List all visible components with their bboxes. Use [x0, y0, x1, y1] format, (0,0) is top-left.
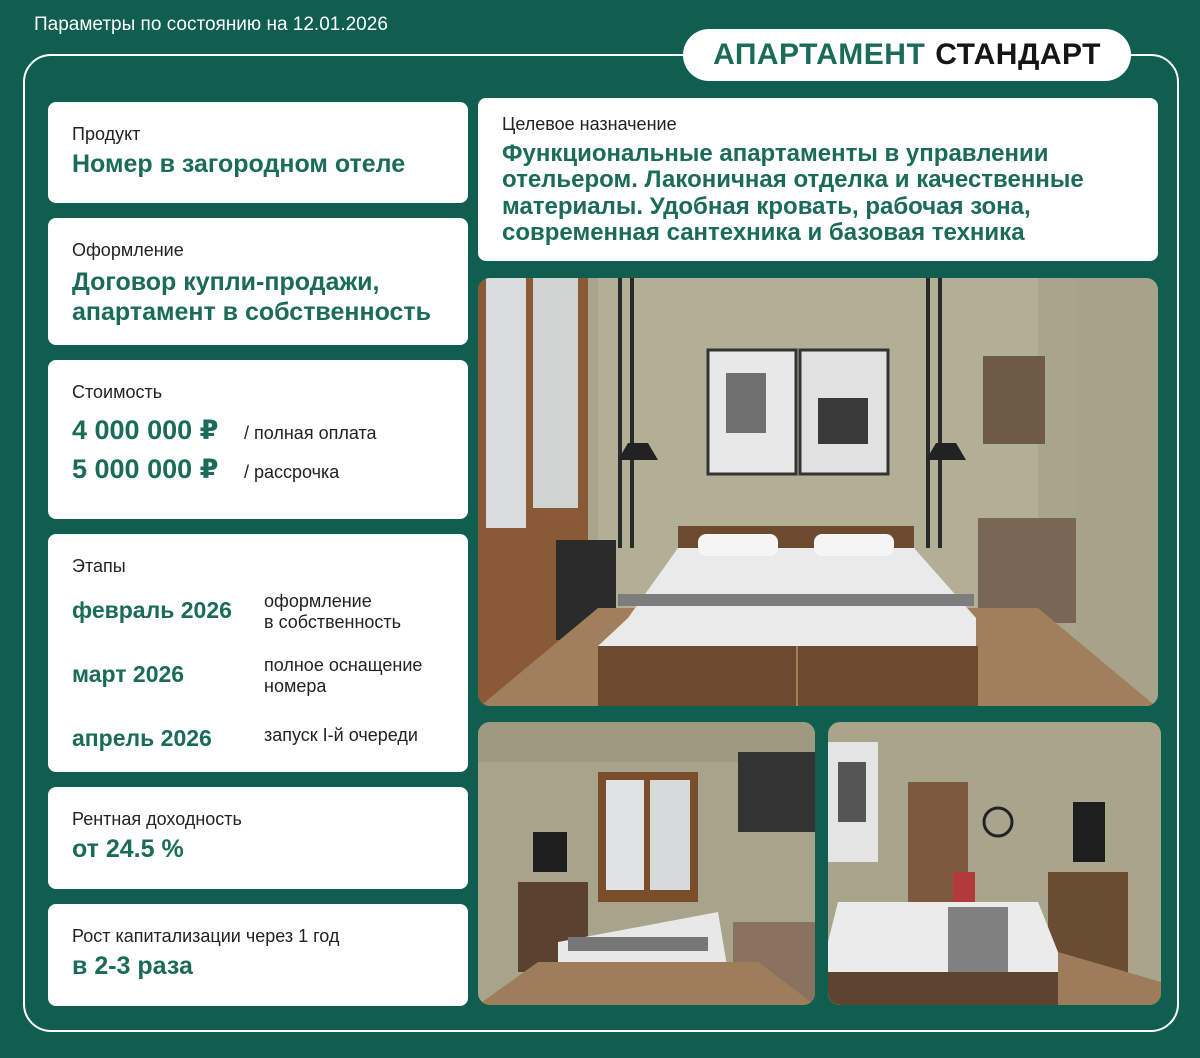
- stage-date: февраль 2026: [72, 597, 232, 623]
- stage-description: [264, 655, 464, 696]
- stage-row: [72, 585, 444, 649]
- registration-card: [48, 218, 468, 345]
- stage-description-line2: в собственность: [264, 611, 402, 632]
- stage-date: апрель 2026: [72, 725, 212, 751]
- price-note-full: / полная оплата: [244, 423, 377, 443]
- title-part2: СТАНДАРТ: [935, 38, 1101, 71]
- stage-row: [72, 649, 444, 713]
- price-amount-full: 4 000 000 ₽: [72, 415, 219, 445]
- rent-yield-label: Рентная доходность: [72, 809, 242, 829]
- purpose-card: [478, 98, 1158, 261]
- stage-description-line2: номера: [264, 675, 327, 696]
- stage-description: [264, 725, 464, 746]
- capital-growth-card: [48, 904, 468, 1006]
- stage-description-line1: полное оснащение: [264, 655, 423, 675]
- stages-card: [48, 534, 468, 772]
- room-photo-main: [478, 278, 1158, 706]
- stage-description-line1: оформление: [264, 591, 372, 611]
- stage-description-line1: запуск I-й очереди: [264, 725, 418, 745]
- price-row-full: [72, 415, 444, 446]
- room-photo-interior: [828, 722, 1161, 1005]
- stage-date: март 2026: [72, 661, 185, 687]
- price-amount-installment: 5 000 000 ₽: [72, 454, 219, 484]
- room-photo-window: [478, 722, 815, 1005]
- purpose-label: Целевое назначение: [502, 114, 677, 134]
- title-pill: [683, 29, 1131, 81]
- price-card: [48, 360, 468, 519]
- title-part1: АПАРТАМЕНТ: [713, 38, 926, 71]
- price-row-installment: [72, 454, 444, 485]
- price-label: Стоимость: [72, 382, 163, 402]
- registration-value-line1: Договор купли-продажи,: [72, 268, 380, 296]
- purpose-line: отельером. Лаконичная отделка и качественные: [502, 166, 1084, 194]
- stages-label: Этапы: [72, 556, 126, 576]
- product-value: Номер в загородном отеле: [72, 150, 406, 178]
- purpose-line: материалы. Удобная кровать, рабочая зона,: [502, 192, 1031, 220]
- price-note-installment: / рассрочка: [244, 462, 340, 482]
- stage-row: [72, 713, 444, 777]
- stage-description: [264, 591, 464, 632]
- product-label: Продукт: [72, 124, 141, 144]
- rent-yield-card: [48, 787, 468, 889]
- registration-label: Оформление: [72, 240, 184, 260]
- rent-yield-value: от 24.5 %: [72, 835, 184, 863]
- purpose-line: современная сантехника и базовая техника: [502, 219, 1025, 247]
- registration-value-line2: апартамент в собственность: [72, 298, 432, 326]
- purpose-line: Функциональные апартаменты в управлении: [502, 140, 1049, 167]
- capital-growth-label: Рост капитализации через 1 год: [72, 926, 340, 946]
- date-line: Параметры по состоянию на 12.01.2026: [34, 14, 388, 35]
- capital-growth-value: в 2-3 раза: [72, 952, 193, 980]
- product-card: [48, 102, 468, 203]
